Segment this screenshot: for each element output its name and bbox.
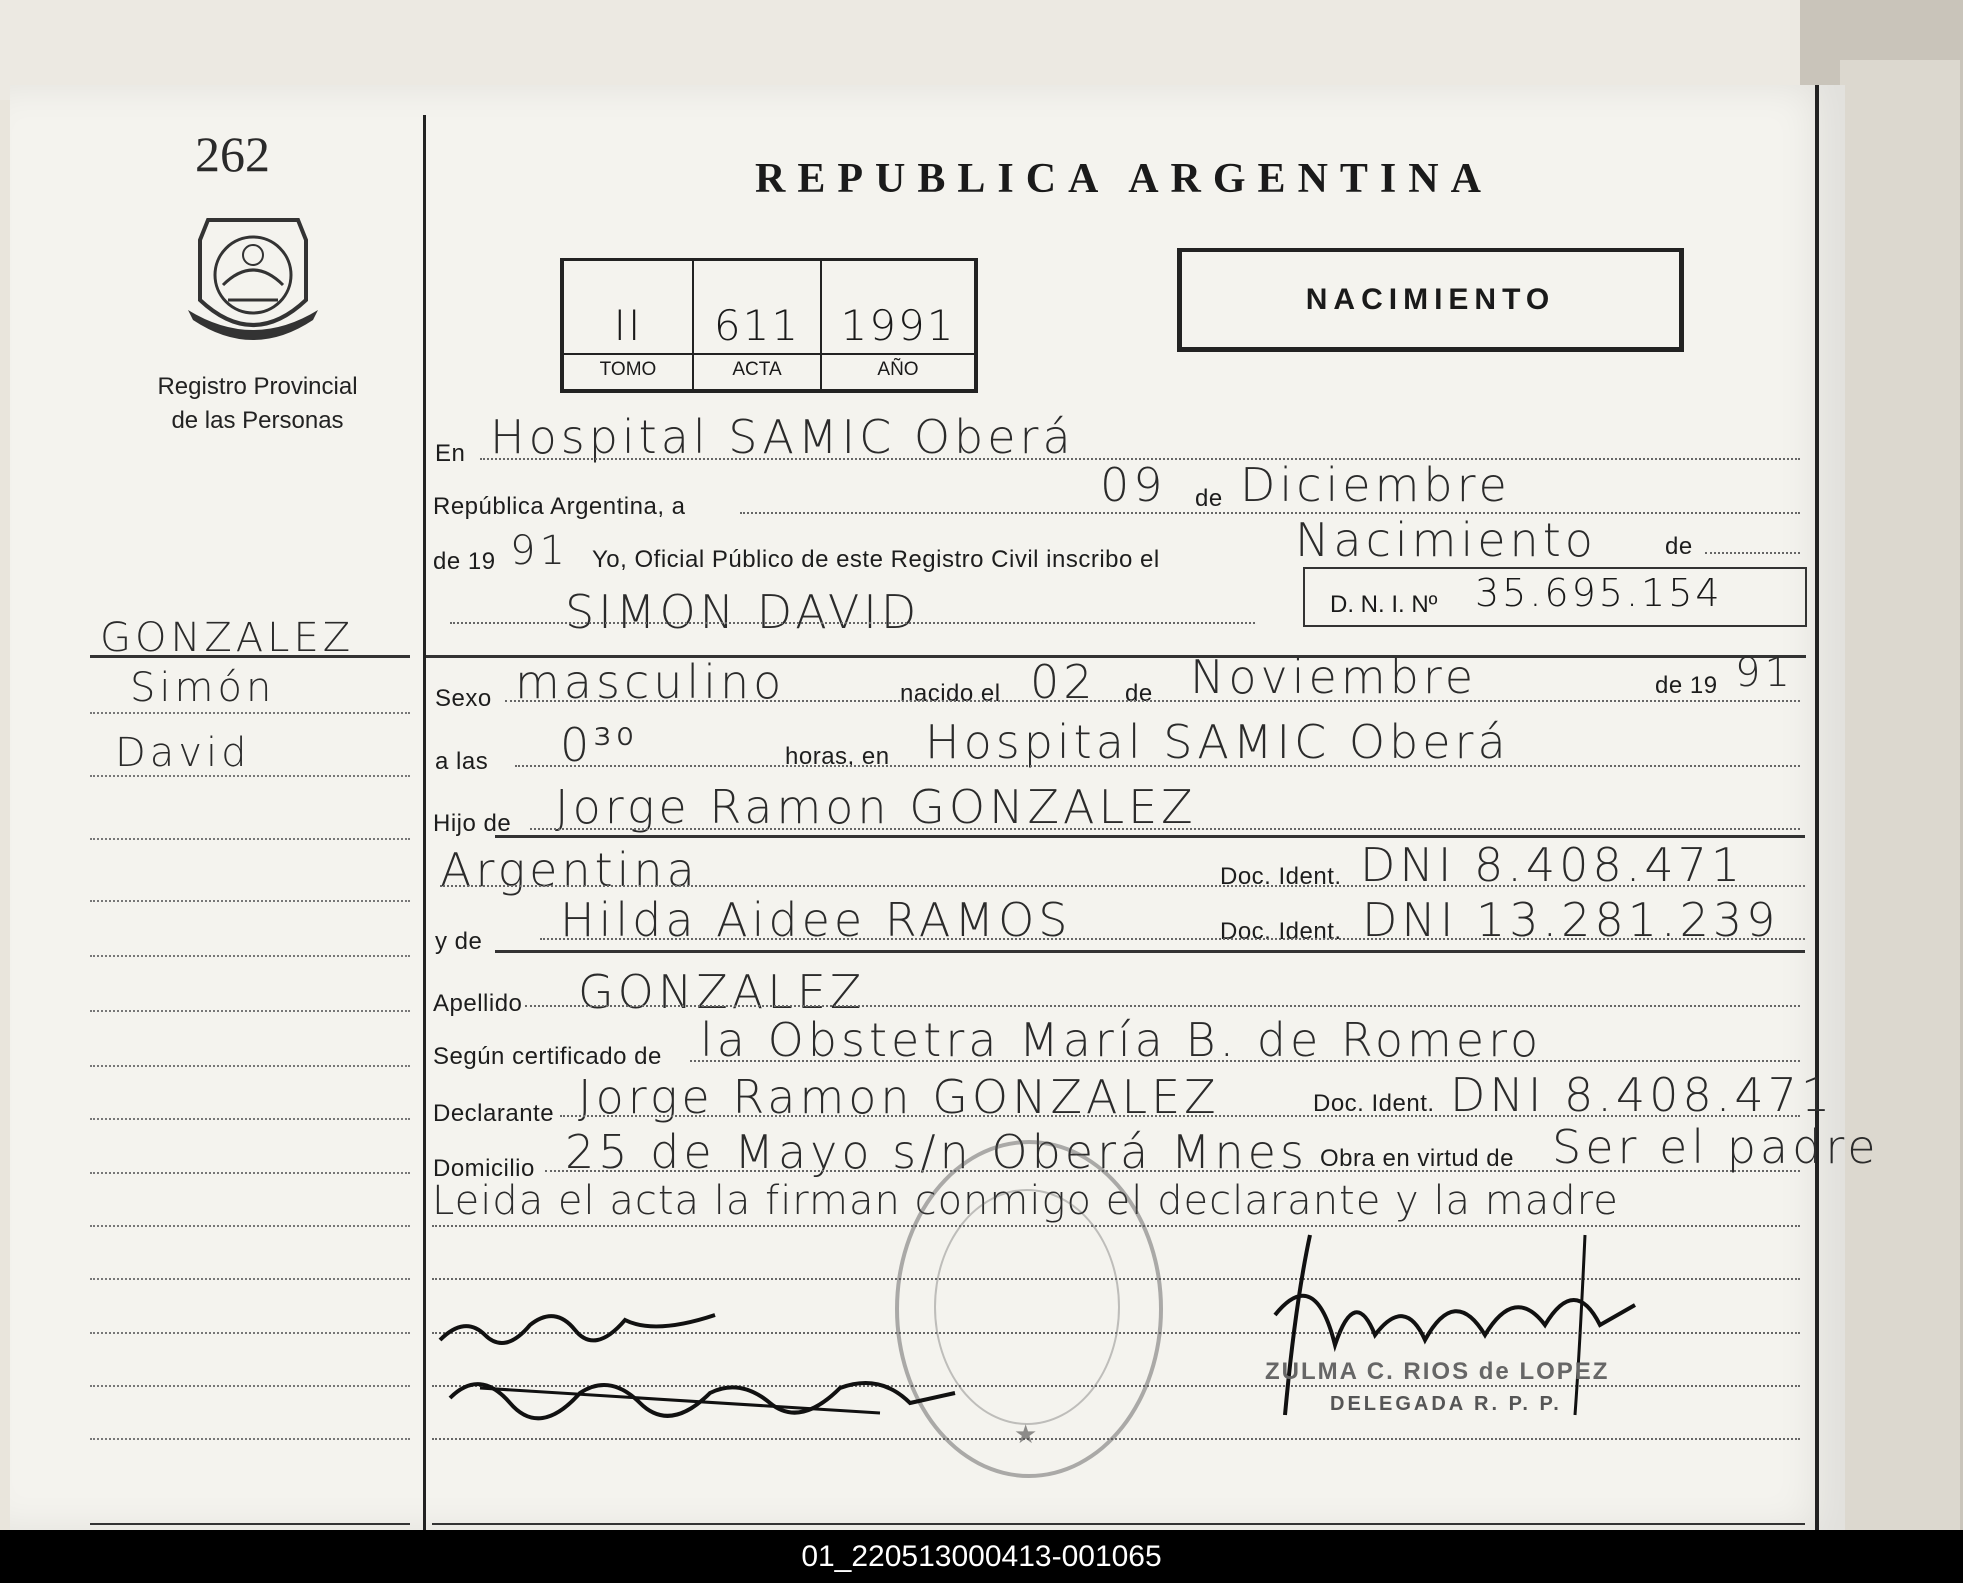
y-de-label: y de (435, 928, 483, 955)
en-label: En (435, 440, 466, 467)
child-name-field: SIMON DAVID (565, 585, 921, 639)
father-name-line (530, 828, 1800, 830)
dni-value: 35.695.154 (1475, 571, 1723, 615)
child-name-line (450, 622, 1255, 624)
birth-day-field: 02 (1030, 655, 1097, 709)
margin-line (90, 1010, 410, 1012)
closing-text: Leida el acta la firman conmigo el declarante y la madre (432, 1178, 1619, 1224)
declarante-field: Jorge Ramon GONZALEZ (578, 1070, 1220, 1124)
margin-line (90, 838, 410, 840)
margin-surname: GONZALEZ (100, 615, 355, 661)
sexo-line (505, 700, 1800, 702)
dni-box (1303, 567, 1807, 627)
margin-line (90, 712, 410, 714)
country-title: REPUBLICA ARGENTINA (755, 156, 1493, 202)
official-seal (895, 1140, 1163, 1478)
margin-line (90, 1278, 410, 1280)
obra-label: Obra en virtud de (1320, 1145, 1514, 1172)
republica-label: República Argentina, a (433, 493, 686, 520)
margin-divider (423, 115, 426, 1530)
margin-line (90, 1225, 410, 1227)
image-caption: 01_220513000413-001065 (0, 1530, 1963, 1583)
delegate-role: DELEGADA R. P. P. (1330, 1393, 1562, 1415)
domicilio-field: 25 de Mayo s/n Oberá Mnes (565, 1125, 1308, 1179)
year-prefix-label: de 19 (433, 548, 496, 575)
margin-line (90, 1385, 410, 1387)
declarante-line (560, 1115, 1800, 1117)
birth-year-suffix-field: 91 (1735, 650, 1794, 696)
page-number: 262 (195, 126, 270, 182)
tomo-value: II (613, 301, 643, 350)
margin-middle-name: David (115, 730, 251, 776)
margin-line (90, 1172, 410, 1174)
declarante-label: Declarante (433, 1100, 555, 1127)
margin-line (90, 1065, 410, 1067)
margin-surname-line (90, 655, 410, 658)
father-doc-line (440, 885, 1805, 887)
certificado-line (690, 1060, 1800, 1062)
birth-place-field: Hospital SAMIC Oberá (925, 715, 1510, 769)
domicilio-line (545, 1170, 1800, 1172)
nacido-label: nacido el (900, 680, 1001, 707)
sexo-label: Sexo (435, 685, 492, 712)
margin-line (90, 955, 410, 957)
hijo-label: Hijo de (433, 810, 512, 837)
doc-ident-label: Doc. Ident. (1220, 863, 1342, 890)
margin-bottom-line (90, 1523, 410, 1525)
mother-name-field: Hilda Aidee RAMOS (560, 893, 1072, 947)
declarante-doc-field: DNI 8.408.471 (1450, 1068, 1835, 1122)
margin-line (90, 900, 410, 902)
year-prefix-label-2: de 19 (1655, 672, 1718, 699)
date-line (740, 512, 1800, 514)
apellido-field: GONZALEZ (578, 965, 866, 1019)
right-border (1815, 85, 1819, 1530)
registry-label (130, 370, 385, 438)
apellido-line (525, 1005, 1800, 1007)
apellido-label: Apellido (433, 990, 523, 1017)
acta-label: ACTA (732, 359, 782, 380)
mother-doc-field: DNI 13.281.239 (1362, 893, 1780, 947)
father-nationality-field: Argentina (440, 843, 699, 897)
tomo-label: TOMO (599, 359, 657, 380)
horas-label: horas, en (785, 743, 890, 770)
certificado-field: la Obstetra María B. de Romero (700, 1013, 1543, 1067)
seal-inner-ring (934, 1189, 1120, 1425)
father-doc-field: DNI 8.408.471 (1360, 838, 1745, 892)
anio-value: 1991 (840, 301, 956, 350)
doc-ident-label-2: Doc. Ident. (1220, 918, 1342, 945)
oficial-text: Yo, Oficial Público de este Registro Civil inscribo el (592, 546, 1160, 573)
provincial-emblem-icon (188, 200, 318, 350)
blank-line (432, 1438, 1800, 1440)
margin-line (90, 1438, 410, 1440)
obra-field: Ser el padre (1552, 1120, 1880, 1174)
birth-place-line (515, 765, 1800, 767)
document-type-box: NACIMIENTO (1177, 248, 1684, 352)
sexo-field: masculino (515, 655, 786, 709)
anio-label: AÑO (877, 359, 919, 380)
acta-value: 611 (713, 301, 801, 350)
tomo-cell (564, 261, 694, 389)
mother-line (540, 938, 1805, 940)
de-label: de (1195, 485, 1223, 512)
acta-cell (694, 261, 822, 389)
de-label-3: de (1125, 680, 1153, 707)
margin-line (90, 1332, 410, 1334)
mother-divider (495, 950, 1805, 953)
birth-month-field: Noviembre (1190, 650, 1478, 704)
registry-label-line1: Registro Provincial (157, 373, 358, 400)
bottom-line (432, 1523, 1805, 1525)
de-line (1705, 552, 1800, 554)
seal-star-icon: ★ (1014, 1419, 1038, 1449)
certificado-label: Según certificado de (433, 1043, 662, 1070)
month-field: Diciembre (1240, 458, 1511, 512)
dni-label: D. N. I. Nº (1330, 591, 1438, 618)
registry-label-line2: de las Personas (171, 407, 344, 434)
day-field: 09 (1100, 458, 1167, 512)
anio-cell (822, 261, 974, 389)
birth-time-field: 0³⁰ (560, 718, 639, 772)
year-suffix-field: 91 (510, 528, 569, 574)
father-name-field: Jorge Ramon GONZALEZ (555, 780, 1197, 834)
domicilio-label: Domicilio (433, 1155, 535, 1182)
a-las-label: a las (435, 748, 489, 775)
margin-line (90, 1118, 410, 1120)
doc-ident-label-3: Doc. Ident. (1313, 1090, 1435, 1117)
event-field: Nacimiento (1295, 513, 1597, 567)
margin-first-name: Simón (130, 665, 276, 711)
place-field: Hospital SAMIC Oberá (490, 410, 1075, 464)
de-label-2: de (1665, 533, 1693, 560)
delegate-name: ZULMA C. RIOS de LOPEZ (1265, 1358, 1610, 1385)
record-number-box (560, 258, 978, 393)
page-fold (1840, 60, 1960, 1530)
margin-line (90, 775, 410, 777)
